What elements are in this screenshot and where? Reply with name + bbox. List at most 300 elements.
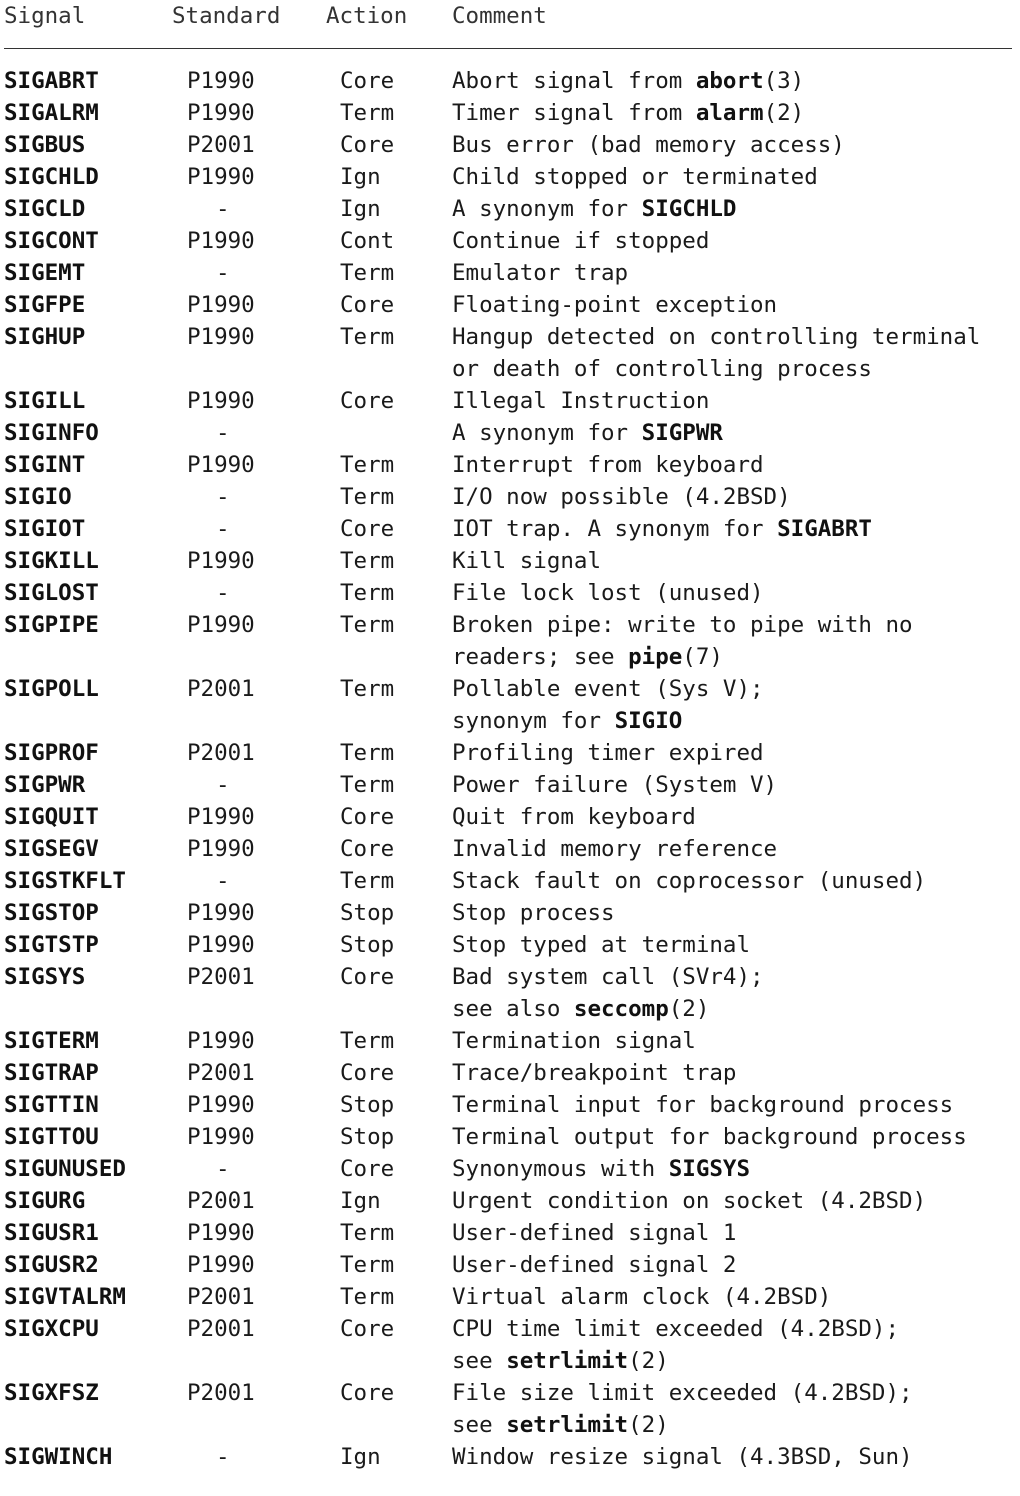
comment-line	[452, 1089, 953, 1121]
signal-action: Stop	[340, 900, 395, 926]
comment-text: Interrupt from keyboard	[452, 452, 764, 478]
signal-name: SIGALRM	[4, 100, 99, 126]
signal-comment	[452, 449, 764, 481]
signal-standard: P1990	[187, 900, 255, 926]
comment-line	[452, 385, 709, 417]
table-row	[4, 417, 1016, 449]
comment-text: Virtual alarm clock (4.2BSD)	[452, 1284, 832, 1310]
comment-reference: SIGSYS	[668, 1156, 751, 1182]
signal-name: SIGSTOP	[4, 900, 99, 926]
signal-action: Term	[340, 324, 395, 350]
signal-comment	[452, 1185, 926, 1217]
comment-line	[452, 673, 764, 705]
signal-action: Term	[340, 1028, 395, 1054]
signal-name: SIGURG	[4, 1188, 86, 1214]
table-row	[4, 481, 1016, 513]
comment-line	[452, 289, 777, 321]
signal-comment	[452, 673, 764, 737]
comment-text: Invalid memory reference	[452, 836, 778, 862]
signal-action: Ign	[340, 164, 381, 190]
signal-standard: P1990	[187, 932, 255, 958]
signal-name: SIGUNUSED	[4, 1156, 126, 1182]
comment-line	[452, 449, 764, 481]
comment-text: (2)	[628, 1412, 669, 1438]
table-row	[4, 1185, 1016, 1217]
table-row	[4, 129, 1016, 161]
signal-action: Ign	[340, 1188, 381, 1214]
signal-name: SIGSYS	[4, 964, 86, 990]
comment-line	[452, 353, 980, 385]
signal-name: SIGTRAP	[4, 1060, 99, 1086]
signal-comment	[452, 1057, 736, 1089]
signal-name: SIGHUP	[4, 324, 86, 350]
table-row	[4, 225, 1016, 257]
comment-text: (2)	[668, 996, 710, 1022]
comment-text: Urgent condition on socket (4.2BSD)	[452, 1188, 927, 1214]
table-row	[4, 929, 1016, 961]
table-row	[4, 737, 1016, 769]
signal-standard: P2001	[187, 1060, 255, 1086]
table-row	[4, 1025, 1016, 1057]
comment-line	[452, 609, 913, 641]
comment-line	[452, 545, 601, 577]
table-body	[4, 65, 1016, 1473]
comment-reference: SIGPWR	[641, 420, 723, 446]
header-signal: Signal	[4, 3, 86, 29]
comment-text: User-defined signal 1	[452, 1220, 737, 1246]
signal-standard: P2001	[187, 740, 255, 766]
comment-line	[452, 193, 736, 225]
signal-comment	[452, 321, 980, 385]
header-standard: Standard	[172, 3, 281, 29]
signal-standard: P1990	[187, 388, 255, 414]
signal-comment	[452, 1089, 953, 1121]
signal-standard: P2001	[187, 1284, 255, 1310]
signal-action: Stop	[340, 932, 395, 958]
comment-text: see also	[452, 996, 574, 1022]
table-row	[4, 1217, 1016, 1249]
comment-text: Termination signal	[452, 1028, 696, 1054]
signal-comment	[452, 225, 709, 257]
comment-text: IOT trap. A synonym for	[452, 516, 778, 542]
signal-standard: P1990	[187, 324, 255, 350]
signal-name: SIGIOT	[4, 516, 86, 542]
comment-line	[452, 1441, 913, 1473]
comment-line	[452, 929, 750, 961]
comment-text: Bad system call (SVr4);	[452, 964, 764, 990]
signal-comment	[452, 833, 777, 865]
comment-text: Broken pipe: write to pipe with no	[452, 612, 913, 638]
comment-text: Stop process	[452, 900, 615, 926]
header-action: Action	[326, 3, 408, 29]
comment-reference: SIGIO	[614, 708, 683, 734]
table-header	[4, 0, 1016, 32]
table-row	[4, 1281, 1016, 1313]
signal-name: SIGIO	[4, 484, 72, 510]
signal-standard: -	[216, 484, 230, 510]
signal-name: SIGXFSZ	[4, 1380, 99, 1406]
comment-line	[452, 833, 777, 865]
comment-text: (2)	[628, 1348, 669, 1374]
signal-standard: P1990	[187, 292, 255, 318]
signal-action: Term	[340, 1252, 395, 1278]
comment-text: synonym for	[452, 708, 615, 734]
signal-comment	[452, 129, 845, 161]
comment-text: or death of controlling process	[452, 356, 872, 382]
comment-reference: setrlimit	[506, 1348, 629, 1374]
table-row	[4, 1313, 1016, 1377]
signal-standard: P1990	[187, 836, 255, 862]
comment-line	[452, 481, 791, 513]
signal-standard: P1990	[187, 68, 255, 94]
table-row	[4, 1249, 1016, 1281]
comment-text: Timer signal from	[452, 100, 696, 126]
signal-action: Term	[340, 548, 395, 574]
signal-comment	[452, 1025, 696, 1057]
signal-standard: P1990	[187, 548, 255, 574]
signal-name: SIGINFO	[4, 420, 99, 446]
signal-comment	[452, 1377, 913, 1441]
table-row	[4, 449, 1016, 481]
comment-text: Profiling timer expired	[452, 740, 764, 766]
signal-standard: P2001	[187, 676, 255, 702]
signal-comment	[452, 737, 764, 769]
signal-comment	[452, 1313, 899, 1377]
signal-comment	[452, 577, 764, 609]
comment-line	[452, 1249, 736, 1281]
signal-comment	[452, 1217, 736, 1249]
comment-text: Terminal output for background process	[452, 1124, 967, 1150]
signal-comment	[452, 65, 804, 97]
table-row	[4, 289, 1016, 321]
table-row	[4, 513, 1016, 545]
table-row	[4, 897, 1016, 929]
signal-name: SIGTSTP	[4, 932, 99, 958]
table-row	[4, 769, 1016, 801]
signal-comment	[452, 961, 764, 1025]
signal-action: Term	[340, 740, 395, 766]
comment-text: (3)	[763, 68, 805, 94]
comment-text: Synonymous with	[452, 1156, 669, 1182]
table-row	[4, 801, 1016, 833]
comment-line	[452, 737, 764, 769]
signal-name: SIGPIPE	[4, 612, 99, 638]
table-row	[4, 97, 1016, 129]
comment-line	[452, 1025, 696, 1057]
signal-name: SIGWINCH	[4, 1444, 113, 1470]
table-row	[4, 321, 1016, 385]
signal-comment	[452, 929, 750, 961]
signal-action: Stop	[340, 1092, 395, 1118]
comment-line	[452, 1185, 926, 1217]
table-row	[4, 673, 1016, 737]
signal-action: Term	[340, 676, 395, 702]
signal-comment	[452, 897, 615, 929]
signal-name: SIGTTOU	[4, 1124, 99, 1150]
comment-line	[452, 1345, 899, 1377]
signal-name: SIGVTALRM	[4, 1284, 126, 1310]
comment-text: (2)	[763, 100, 805, 126]
signal-action: Term	[340, 868, 395, 894]
comment-line	[452, 513, 872, 545]
table-row	[4, 865, 1016, 897]
comment-line	[452, 417, 723, 449]
signal-action: Term	[340, 1284, 395, 1310]
comment-text: Abort signal from	[452, 68, 696, 94]
comment-line	[452, 577, 764, 609]
comment-line	[452, 1153, 750, 1185]
comment-text: Continue if stopped	[452, 228, 710, 254]
comment-line	[452, 1057, 736, 1089]
table-row	[4, 385, 1016, 417]
signal-standard: -	[216, 516, 230, 542]
table-row	[4, 961, 1016, 1025]
signal-action: Term	[340, 612, 395, 638]
signal-standard: -	[216, 196, 230, 222]
comment-text: I/O now possible (4.2BSD)	[452, 484, 791, 510]
signal-comment	[452, 1121, 967, 1153]
table-row	[4, 1153, 1016, 1185]
comment-line	[452, 801, 696, 833]
signal-standard: P1990	[187, 1220, 255, 1246]
signal-comment	[452, 385, 709, 417]
signal-name: SIGUSR2	[4, 1252, 99, 1278]
comment-line	[452, 1409, 913, 1441]
comment-line	[452, 225, 709, 257]
signal-name: SIGPWR	[4, 772, 86, 798]
signal-action: Ign	[340, 196, 381, 222]
comment-text: Kill signal	[452, 548, 602, 574]
comment-text: Stop typed at terminal	[452, 932, 751, 958]
signal-comment	[452, 1441, 913, 1473]
signal-name: SIGSEGV	[4, 836, 99, 862]
comment-line	[452, 769, 777, 801]
signal-action: Core	[340, 804, 395, 830]
comment-text: User-defined signal 2	[452, 1252, 737, 1278]
comment-text: A synonym for	[452, 420, 642, 446]
header-comment: Comment	[452, 3, 547, 29]
table-row	[4, 833, 1016, 865]
signal-action: Term	[340, 772, 395, 798]
signal-action: Core	[340, 68, 395, 94]
signal-standard: P2001	[187, 132, 255, 158]
signal-comment	[452, 161, 818, 193]
comment-reference: SIGCHLD	[641, 196, 737, 222]
signal-standard: P1990	[187, 100, 255, 126]
signal-comment	[452, 865, 926, 897]
signal-name: SIGCLD	[4, 196, 86, 222]
signal-name: SIGCONT	[4, 228, 99, 254]
signal-name: SIGTTIN	[4, 1092, 99, 1118]
signal-name: SIGPROF	[4, 740, 99, 766]
comment-text: File lock lost (unused)	[452, 580, 764, 606]
signal-comment	[452, 289, 777, 321]
signal-name: SIGLOST	[4, 580, 99, 606]
signal-standard: P1990	[187, 1124, 255, 1150]
signal-standard: P1990	[187, 612, 255, 638]
signal-name: SIGUSR1	[4, 1220, 99, 1246]
signal-action: Core	[340, 1316, 395, 1342]
signal-standard: P1990	[187, 452, 255, 478]
signal-standard: -	[216, 580, 230, 606]
table-row	[4, 577, 1016, 609]
signal-comment	[452, 545, 601, 577]
comment-line	[452, 1313, 899, 1345]
signal-action: Term	[340, 260, 395, 286]
signal-action: Term	[340, 580, 395, 606]
signal-action: Term	[340, 1220, 395, 1246]
comment-line	[452, 993, 764, 1025]
comment-text: Child stopped or terminated	[452, 164, 818, 190]
comment-text: Pollable event (Sys V);	[452, 676, 764, 702]
signal-action: Core	[340, 1156, 395, 1182]
table-row	[4, 193, 1016, 225]
signal-action: Ign	[340, 1444, 381, 1470]
signal-standard: P1990	[187, 228, 255, 254]
signal-action: Core	[340, 836, 395, 862]
table-row	[4, 161, 1016, 193]
signal-action: Term	[340, 484, 395, 510]
comment-reference: alarm	[695, 100, 764, 126]
signal-comment	[452, 1281, 831, 1313]
comment-line	[452, 865, 926, 897]
table-row	[4, 65, 1016, 97]
comment-text: (7)	[682, 644, 723, 670]
signal-comment	[452, 769, 777, 801]
signal-standard: -	[216, 772, 230, 798]
signal-action: Stop	[340, 1124, 395, 1150]
signal-name: SIGINT	[4, 452, 86, 478]
table-row	[4, 1057, 1016, 1089]
signal-action: Core	[340, 292, 395, 318]
comment-text: see	[452, 1412, 507, 1438]
signal-comment	[452, 417, 723, 449]
signal-comment	[452, 193, 736, 225]
comment-text: Window resize signal (4.3BSD, Sun)	[452, 1444, 913, 1470]
signal-standard: P1990	[187, 1252, 255, 1278]
signal-comment	[452, 1249, 736, 1281]
comment-text: Emulator trap	[452, 260, 629, 286]
comment-reference: SIGABRT	[777, 516, 872, 542]
comment-reference: seccomp	[573, 996, 669, 1022]
signal-action: Cont	[340, 228, 395, 254]
signal-comment	[452, 257, 628, 289]
comment-line	[452, 1121, 967, 1153]
comment-line	[452, 961, 764, 993]
signal-standard: -	[216, 260, 230, 286]
comment-text: Bus error (bad memory access)	[452, 132, 845, 158]
signal-comment	[452, 1153, 750, 1185]
header-divider	[4, 48, 1012, 49]
table-row	[4, 1377, 1016, 1441]
comment-line	[452, 1281, 831, 1313]
signal-standard: P2001	[187, 1188, 255, 1214]
comment-text: Hangup detected on controlling terminal	[452, 324, 981, 350]
signal-standard: P1990	[187, 1028, 255, 1054]
comment-line	[452, 705, 764, 737]
table-row	[4, 257, 1016, 289]
comment-line	[452, 161, 818, 193]
comment-line	[452, 641, 913, 673]
signal-name: SIGTERM	[4, 1028, 99, 1054]
signal-name: SIGILL	[4, 388, 86, 414]
signal-action: Core	[340, 132, 395, 158]
comment-line	[452, 897, 615, 929]
signal-action: Core	[340, 1380, 395, 1406]
signal-name: SIGSTKFLT	[4, 868, 126, 894]
signal-standard: P1990	[187, 1092, 255, 1118]
signal-name: SIGEMT	[4, 260, 86, 286]
signal-name: SIGXCPU	[4, 1316, 99, 1342]
signal-comment	[452, 97, 804, 129]
comment-text: Floating-point exception	[452, 292, 778, 318]
signal-table	[4, 0, 1016, 1470]
comment-line	[452, 257, 628, 289]
comment-reference: abort	[695, 68, 764, 94]
comment-reference: pipe	[628, 644, 683, 670]
signal-name: SIGKILL	[4, 548, 99, 574]
comment-text: readers; see	[452, 644, 629, 670]
comment-text: Trace/breakpoint trap	[452, 1060, 737, 1086]
comment-text: CPU time limit exceeded (4.2BSD);	[452, 1316, 900, 1342]
comment-reference: setrlimit	[506, 1412, 629, 1438]
table-row	[4, 1121, 1016, 1153]
signal-standard: P2001	[187, 964, 255, 990]
comment-text: File size limit exceeded (4.2BSD);	[452, 1380, 913, 1406]
comment-text: Stack fault on coprocessor (unused)	[452, 868, 927, 894]
comment-text: A synonym for	[452, 196, 642, 222]
signal-comment	[452, 801, 696, 833]
signal-name: SIGFPE	[4, 292, 86, 318]
comment-line	[452, 97, 804, 129]
comment-line	[452, 65, 804, 97]
signal-name: SIGCHLD	[4, 164, 99, 190]
comment-text: Illegal Instruction	[452, 388, 710, 414]
signal-comment	[452, 513, 872, 545]
signal-action: Core	[340, 964, 395, 990]
signal-action: Core	[340, 1060, 395, 1086]
comment-text: Terminal input for background process	[452, 1092, 954, 1118]
signal-name: SIGABRT	[4, 68, 99, 94]
signal-comment	[452, 481, 791, 513]
signal-name: SIGBUS	[4, 132, 86, 158]
comment-line	[452, 129, 845, 161]
comment-text: Quit from keyboard	[452, 804, 696, 830]
signal-standard: P1990	[187, 164, 255, 190]
signal-action: Term	[340, 452, 395, 478]
signal-name: SIGPOLL	[4, 676, 99, 702]
comment-line	[452, 1217, 736, 1249]
table-row	[4, 609, 1016, 673]
signal-standard: P1990	[187, 804, 255, 830]
table-row	[4, 545, 1016, 577]
table-row	[4, 1089, 1016, 1121]
table-row	[4, 1441, 1016, 1473]
signal-standard: -	[216, 868, 230, 894]
signal-standard: -	[216, 420, 230, 446]
comment-text: see	[452, 1348, 507, 1374]
signal-name: SIGQUIT	[4, 804, 99, 830]
comment-line	[452, 321, 980, 353]
comment-text: Power failure (System V)	[452, 772, 778, 798]
signal-standard: P2001	[187, 1316, 255, 1342]
signal-comment	[452, 609, 913, 673]
comment-line	[452, 1377, 913, 1409]
signal-standard: -	[216, 1444, 230, 1470]
signal-action: Core	[340, 388, 395, 414]
signal-standard: P2001	[187, 1380, 255, 1406]
signal-action: Core	[340, 516, 395, 542]
